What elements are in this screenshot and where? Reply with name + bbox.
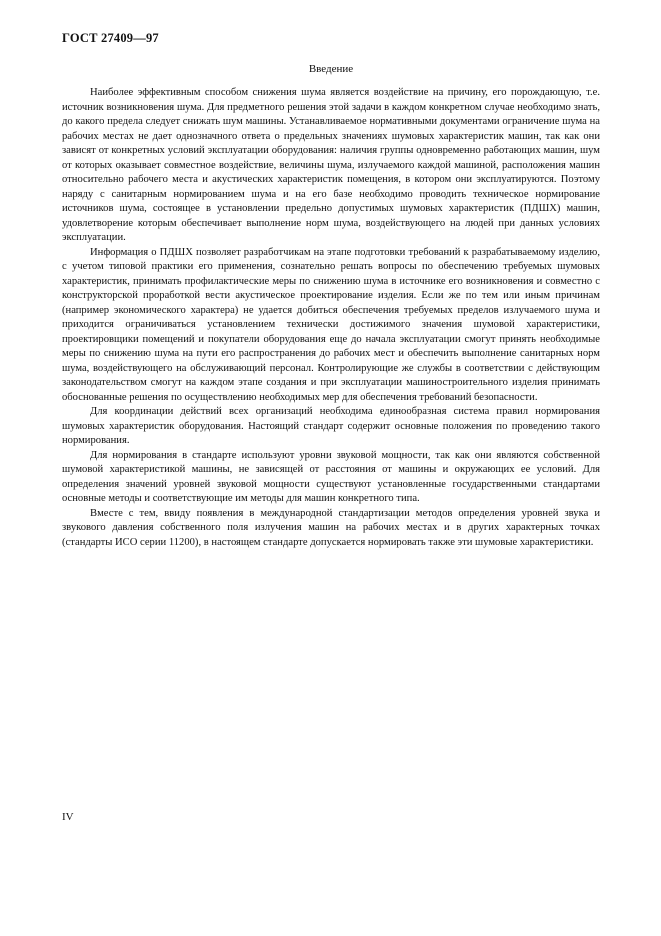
section-title: Введение (308, 63, 354, 75)
page-number: IV (62, 811, 74, 823)
paragraph: Информация о ПДШХ позволяет разработчикам на этапе подготовки требований к разрабатываемому изделию, с учетом типовой практики его применения, сознательно решать вопросы по обеспечению требуемых шумовых характеристик, принимать профилактические меры по снижению шума в источнике его возникновения и совместно с конструкторской проработкой вести акустическое проектирование изделия. Если же по тем или иным причинам (например экономического характера) не удается добиться обеспечения требуемых пределов излучаемого шума и приходится ограничиваться установлением технически достижимого значения шумовой характеристики, проектировщики помещений и покупатели оборудования еще до начала эксплуатации смогут принять необходимые меры по снижению шума на пути его распространения до рабочих мест и обеспечить выполнение санитарных норм шума, воздействующего на обслуживающий персонал. Контролирующие же службы в соответствии с действующим законодательством смогут на каждом этапе создания и при эксплуатации машиностроительного изделия принимать обоснованные решения по осуществлению необходимых мер для обеспечения требований безопасности. (62, 246, 600, 403)
paragraph: Наиболее эффективным способом снижения шума является воздействие на причину, его порождающую, т.е. источник возникновения шума. Для предметного решения этой задачи в каждом конкретном случае необходимо знать, до какого предела следует снижать шум машины. Устанавливаемое нормативными документами ограничение шума на рабочих местах не дает однозначного ответа о предельных значениях шумовых характеристик машин, так как они зависят от конкретных условий эксплуатации оборудования: наличия группы одновременно работающих машин, шум от которых оказывает совместное воздействие, величины шума, излучаемого каждой машиной, расположения машин относительно рабочего места и акустических характеристик помещения, в котором они эксплуатируются. Поэтому наряду с санитарным нормированием шума и на его базе необходимо проводить техническое нормирование источников шума, состоящее в установлении предельно допустимых шумовых характеристик (ПДШХ) машин, удовлетворение которым обеспечивает выполнение норм шума, воздействующего на людей при данных условиях эксплуатации. (62, 87, 600, 243)
introduction-text (62, 86, 600, 550)
paragraph: Для нормирования в стандарте используют уровни звуковой мощности, так как они являются собственной шумовой характеристикой машины, не зависящей от расстояния от машины и окружающих ее условий. Для определения значений уровней звуковой мощности существуют установленные государственными стандартами основные методы и соответствующие им методы для машин конкретного типа. (62, 449, 600, 504)
paragraph: Вместе с тем, ввиду появления в международной стандартизации методов определения уровней звука и звукового давления собственного поля излучения машин на рабочих местах и в других характерных точках (стандарты ИСО серии 11200), в настоящем стандарте допускается нормировать также эти шумовые характеристики. (62, 507, 600, 548)
document-code: ГОСТ 27409—97 (62, 31, 159, 45)
paragraph: Для координации действий всех организаций необходима единообразная система правил нормирования шумовых характеристик оборудования. Настоящий стандарт содержит основные положения по проведению такого нормирования. (62, 406, 600, 446)
